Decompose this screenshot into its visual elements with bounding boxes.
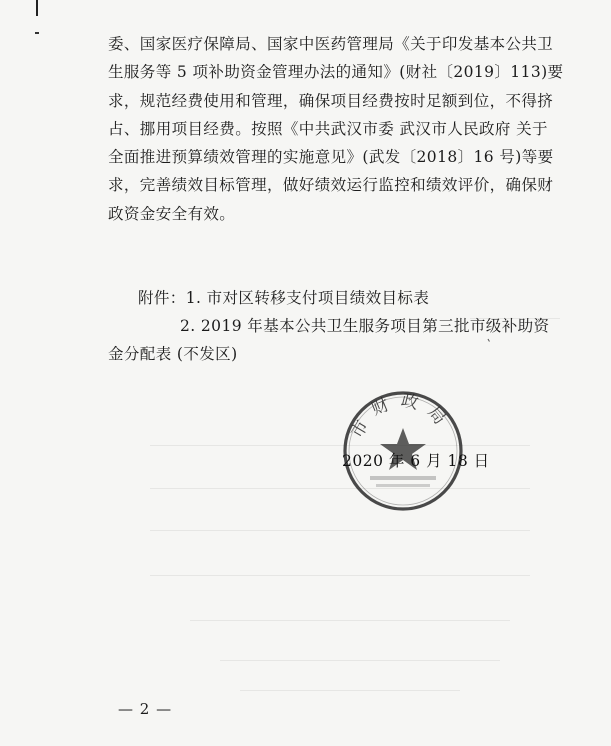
body-line: 占、挪用项目经费。按照《中共武汉市委 武汉市人民政府 关于 <box>108 119 548 138</box>
document-date: 2020 年 6 月 18 日 <box>342 452 490 470</box>
attachment-item: 2. 2019 年基本公共卫生服务项目第三批市级补助资 <box>180 317 550 335</box>
attachment-item-continued: 金分配表 (不发区) <box>108 345 238 363</box>
page-number: — 2 — <box>118 700 173 718</box>
svg-text:市财政局: 市财政局 <box>347 390 456 442</box>
scan-tick-mark <box>35 32 39 34</box>
body-line: 委、国家医疗保障局、国家中医药管理局《关于印发基本公共卫 <box>108 35 554 53</box>
body-line: 政资金安全有效。 <box>108 204 236 223</box>
body-paragraph <box>108 30 564 228</box>
body-line: 全面推进预算绩效管理的实施意见》(武发〔2018〕16 号)等要 <box>108 148 554 167</box>
body-line: 求，完善绩效目标管理，做好绩效运行监控和绩效评价，确保财 <box>108 176 554 195</box>
scan-edge-mark <box>36 0 38 16</box>
attachments-list <box>108 284 558 368</box>
body-line: 生服务等 5 项补助资金管理办法的通知》(财社〔2019〕113)要 <box>108 63 564 82</box>
body-line: 求，规范经费使用和管理，确保项目经费按时足额到位，不得挤 <box>108 91 554 110</box>
attachment-item: 附件：1. 市对区转移支付项目绩效目标表 <box>138 289 430 307</box>
